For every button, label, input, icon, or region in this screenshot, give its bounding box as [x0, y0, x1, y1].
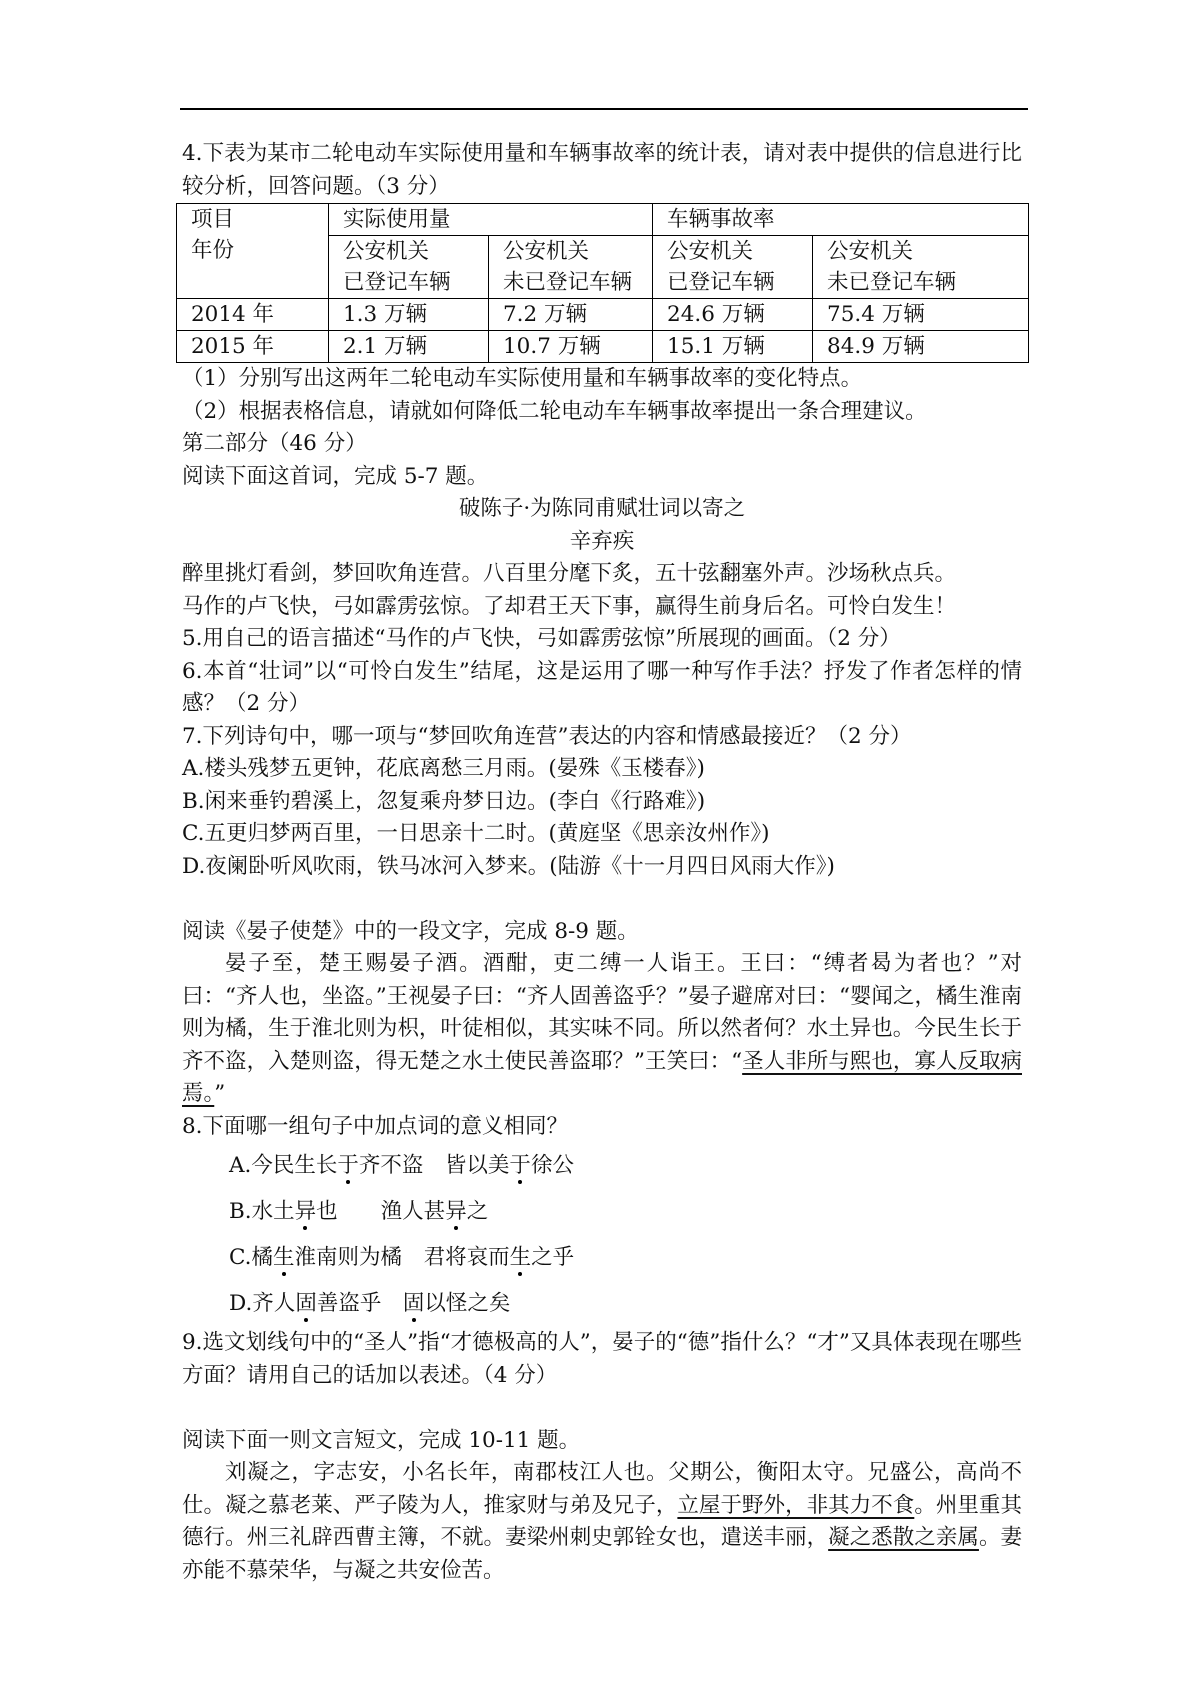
table-cell: 7.2 万辆 — [489, 299, 653, 331]
option-text: 皆以美 — [423, 1153, 510, 1178]
poem-line-2: 马作的卢飞快，弓如霹雳弦惊。了却君王天下事，赢得生前身后名。可怜白发生！ — [182, 593, 957, 619]
spacer — [182, 1392, 1022, 1425]
option-text: B.水土 — [229, 1199, 295, 1224]
table-header-row — [177, 204, 1029, 236]
corner-year-label: 年份 — [191, 238, 235, 263]
question-8-options — [182, 1143, 1022, 1327]
table-row — [177, 299, 1029, 331]
subheader-line: 公安机关 — [503, 239, 590, 264]
passage-text: 。妻亦能不慕荣华，与凝之共安俭苦。 — [182, 1525, 1022, 1583]
option-text: 徐公 — [530, 1153, 574, 1178]
question-8-stem: 8.下面哪一组句子中加点词的意义相同？ — [182, 1113, 569, 1139]
option-text: 齐不盗 — [358, 1153, 424, 1178]
liu-instruction: 阅读下面一则文言短文，完成 10-11 题。 — [182, 1427, 581, 1453]
poem-title: 破陈子·为陈同甫赋壮词以寄之 — [458, 496, 746, 521]
spacer — [182, 883, 1022, 916]
option-text: A.今民生长 — [229, 1153, 338, 1178]
dotted-word: 固 — [402, 1291, 425, 1316]
table-cell: 84.9 万辆 — [813, 331, 1029, 363]
header-rule — [180, 108, 1028, 110]
option-text: 之乎 — [531, 1245, 575, 1270]
dotted-word: 于 — [509, 1153, 531, 1178]
table-cell: 10.7 万辆 — [489, 331, 653, 363]
table-cell: 15.1 万辆 — [653, 331, 813, 363]
yanzi-passage — [182, 948, 1022, 1111]
option-text: D.齐人 — [229, 1291, 296, 1316]
question-7-option-a: A.楼头残梦五更钟，花底离愁三月雨。(晏殊《玉楼春》) — [182, 756, 705, 781]
question-7-option-c: C.五更归梦两百里，一日思亲十二时。(黄庭坚《思亲汝州作》) — [182, 821, 770, 846]
passage-text: 刘凝之，字志安，小名长年，南郡枝江人也。父期公，衡阳太守。兄盛公，高尚不仕。凝之慕老莱、严子陵为人，推家财与弟及兄子， — [182, 1460, 1022, 1518]
question-8-option-c — [229, 1235, 1022, 1281]
subheader-line: 已登记车辆 — [343, 270, 451, 295]
option-text — [381, 1291, 403, 1316]
liu-passage — [182, 1457, 1022, 1587]
document-page — [182, 138, 1022, 1587]
question-5: 5.用自己的语言描述“马作的卢飞快，弓如霹雳弦惊”所展现的画面。（2 分） — [182, 626, 901, 651]
subheader-line: 公安机关 — [667, 239, 754, 264]
q4-sub2: （2）根据表格信息，请就如何降低二轮电动车车辆事故率提出一条合理建议。 — [182, 398, 927, 424]
group-header-accident: 车辆事故率 — [653, 204, 1029, 236]
question-7-stem: 7.下列诗句中，哪一项与“梦回吹角连营”表达的内容和情感最接近？（2 分） — [182, 723, 912, 749]
dotted-word: 生 — [273, 1245, 295, 1270]
underlined-sentence: 凝之悉散之亲属 — [828, 1525, 979, 1550]
question-7-option-b: B.闲来垂钓碧溪上，忽复乘舟梦日边。(李白《行路难》) — [182, 788, 706, 814]
table-cell: 24.6 万辆 — [653, 299, 813, 331]
yanzi-instruction: 阅读《晏子使楚》中的一段文字，完成 8-9 题。 — [182, 918, 639, 944]
subheader-cell — [489, 236, 653, 299]
passage-text: 。州里重其德行。州三礼辟西曹主簿，不就。妻梁州刺史郭铨女也，遣送丰丽， — [182, 1492, 1022, 1550]
part2-title: 第二部分（46 分） — [182, 431, 367, 456]
question-6: 6.本首“壮词”以“可怜白发生”结尾，这是运用了哪一种写作手法？抒发了作者怎样的情感？（2 分） — [182, 658, 1022, 716]
underlined-sentence: 立屋于野外，非其力不食 — [677, 1492, 915, 1518]
table-corner-cell — [177, 204, 329, 299]
q4-intro: 4.下表为某市二轮电动车实际使用量和车辆事故率的统计表，请对表中提供的信息进行比较分析，回答问题。（3 分） — [182, 141, 1022, 199]
subheader-cell — [329, 236, 489, 299]
dotted-word: 生 — [509, 1245, 532, 1270]
yanzi-underlined-sentence: 圣人非所与熙也，寡人反取病焉。 — [182, 1048, 1022, 1106]
subheader-line: 公安机关 — [827, 239, 914, 264]
subheader-line: 已登记车辆 — [667, 270, 775, 295]
option-text: 也 — [316, 1199, 338, 1224]
subheader-line: 未已登记车辆 — [503, 270, 633, 295]
yanzi-quote-open: “ — [731, 1048, 743, 1074]
table-cell: 75.4 万辆 — [813, 299, 1029, 331]
subheader-line: 公安机关 — [343, 239, 430, 264]
question-8-option-d — [229, 1281, 1022, 1327]
question-8-option-b — [229, 1189, 1022, 1235]
poem-line-1: 醉里挑灯看剑，梦回吹角连营。八百里分麾下炙，五十弦翻塞外声。沙场秋点兵。 — [182, 561, 957, 586]
yanzi-quote-close: ” — [214, 1081, 226, 1106]
option-text: 渔人甚 — [337, 1199, 446, 1224]
stats-table — [176, 203, 1029, 363]
group-header-usage: 实际使用量 — [329, 204, 653, 236]
option-text: 淮南则为橘 — [294, 1245, 403, 1270]
option-text: C.橘 — [229, 1245, 274, 1270]
subheader-cell — [813, 236, 1029, 299]
year-cell: 2014 年 — [177, 299, 329, 331]
option-text: 之 — [466, 1199, 489, 1224]
dotted-word: 异 — [294, 1199, 317, 1224]
question-7-option-d: D.夜阑卧听风吹雨，铁马冰河入梦来。(陆游《十一月四日风雨大作》) — [182, 853, 835, 879]
subheader-cell — [653, 236, 813, 299]
table-row — [177, 331, 1029, 363]
table-cell: 2.1 万辆 — [329, 331, 489, 363]
question-9: 9.选文划线句中的“圣人”指“才德极高的人”，晏子的“德”指什么？“才”又具体表现在哪些方面？请用自己的话加以表述。（4 分） — [182, 1330, 1022, 1388]
dotted-word: 固 — [295, 1291, 317, 1316]
q4-sub1: （1）分别写出这两年二轮电动车实际使用量和车辆事故率的变化特点。 — [182, 366, 863, 391]
part2-instruction: 阅读下面这首词，完成 5-7 题。 — [182, 463, 489, 489]
corner-item-label: 项目 — [191, 207, 235, 232]
question-8-option-a — [229, 1143, 1022, 1189]
dotted-word: 于 — [337, 1153, 359, 1178]
option-text: 君将哀而 — [402, 1245, 510, 1270]
subheader-line: 未已登记车辆 — [827, 270, 957, 295]
option-text: 以怪之矣 — [424, 1291, 511, 1316]
table-cell: 1.3 万辆 — [329, 299, 489, 331]
dotted-word: 异 — [445, 1199, 467, 1224]
year-cell: 2015 年 — [177, 331, 329, 363]
poem-author: 辛弃疾 — [569, 528, 635, 554]
yanzi-passage-main: 晏子至，楚王赐晏子酒。酒酣，吏二缚一人诣王。王曰：“缚者曷为者也？”对曰：“齐人也，坐盗。”王视晏子曰：“齐人固善盗乎？”晏子避席对曰：“婴闻之，橘生淮南则为橘，生于淮北则为枳，叶徒相似，其实味不同。所以然者何？水土异也。今民生长于齐不盗，入楚则盗，得无楚之水土使民善盗耶？”王笑曰： — [182, 951, 1022, 1074]
option-text: 善盗乎 — [316, 1291, 382, 1316]
